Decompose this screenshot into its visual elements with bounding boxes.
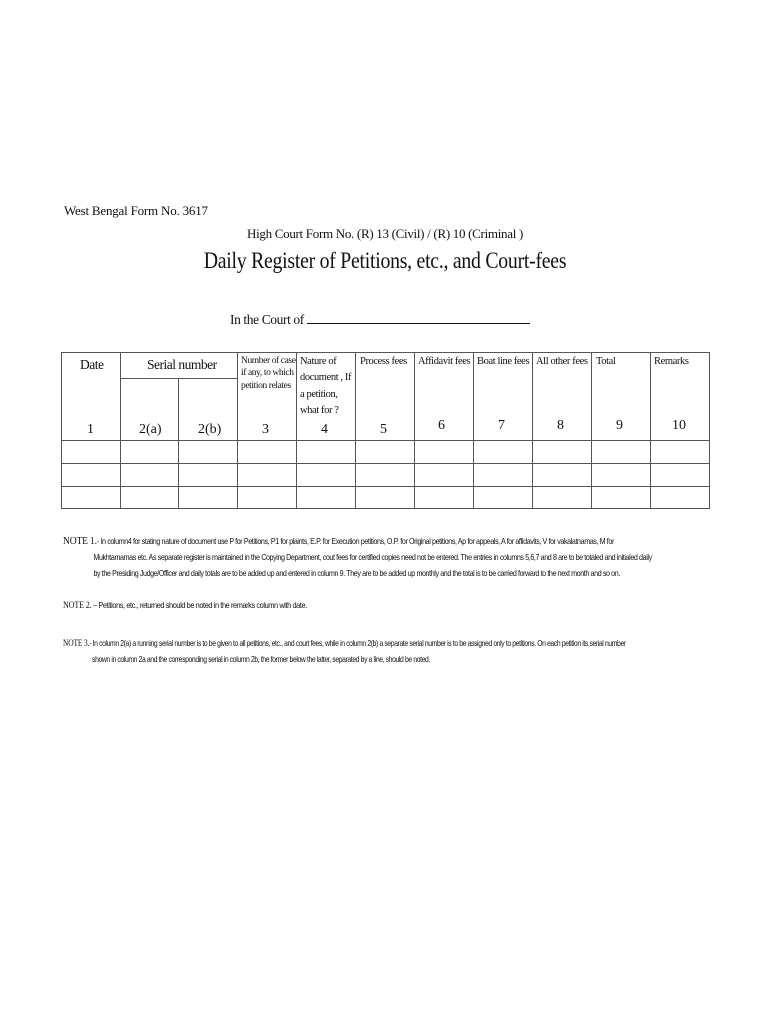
- note-3-line: shown in column 2a and the corresponding serial in column 2b, the former below the latter, separated by a line, should be noted.: [92, 655, 430, 664]
- court-label: In the Court of: [230, 312, 304, 327]
- note-2-text: – Petitions, etc., returned should be noted in the remarks column with date.: [91, 601, 307, 610]
- page-title: Daily Register of Petitions, etc., and Court-fees: [203, 248, 567, 273]
- note-2: [63, 597, 307, 614]
- note-1: [63, 533, 652, 582]
- serial-underline: [120, 378, 237, 379]
- header-nature-line: a petition,: [300, 389, 338, 400]
- court-name-blank: [307, 312, 530, 324]
- column-number: 5: [380, 422, 387, 437]
- header-case-line: if any, to which: [241, 368, 294, 378]
- header-all-other-fees: All other fees: [536, 356, 588, 367]
- header-serial-number: Serial number: [147, 357, 217, 372]
- high-court-form-number: High Court Form No. (R) 13 (Civil) / (R) 10 (Criminal ): [247, 226, 523, 241]
- form-number: West Bengal Form No. 3617: [64, 203, 208, 218]
- column-number: 2(a): [139, 422, 162, 437]
- column-number: 4: [321, 422, 328, 437]
- header-case-line: Number of case: [241, 356, 296, 366]
- note-1-line: by the Presiding Judge/Officer and daily totals are to be added up and entered in column 9. They are to be added up monthly and the total is to be carried forward to the next month and so on.: [93, 569, 620, 578]
- row-line: [61, 463, 710, 464]
- column-number: 2(b): [198, 422, 222, 437]
- header-boat-line-fees: Boat line fees: [477, 356, 530, 367]
- court-line: [230, 312, 530, 328]
- header-total: Total: [596, 356, 616, 367]
- header-nature-line: what for ?: [300, 405, 339, 416]
- register-table: [61, 352, 710, 509]
- note-1-line: Mukhtarnamas etc. As separate register is maintained in the Copying Department, cout fees for certified copies need not be entered. The entries in columns 5,6,7 and 8 are to be totaled and initialed daily: [93, 553, 652, 562]
- column-number: 8: [557, 418, 564, 433]
- note-3-line: - In column 2(a) a running serial number is to be given to all petitions, etc., and court fees, while in column 2(b) a separate serial number is to be assigned only to petitions. On each petition its serial number: [89, 639, 626, 648]
- column-number: 1: [87, 422, 94, 437]
- header-nature-line: Nature of: [300, 356, 337, 367]
- header-remarks: Remarks: [654, 356, 689, 367]
- header-nature-line: document , If: [300, 372, 352, 383]
- row-line: [61, 486, 710, 487]
- header-date: Date: [80, 357, 104, 372]
- header-process-fees: Process fees: [360, 356, 407, 367]
- row-line: [61, 440, 710, 441]
- note-2-lead: NOTE 2.: [63, 600, 92, 610]
- header-case-line: petition relates: [241, 381, 291, 391]
- column-number: 6: [438, 418, 445, 433]
- note-3: [63, 635, 626, 668]
- note-3-lead: NOTE 3.: [63, 638, 90, 648]
- column-number: 3: [262, 422, 269, 437]
- note-1-lead: NOTE 1.: [63, 535, 97, 547]
- column-number: 10: [672, 418, 686, 433]
- column-number: 7: [498, 418, 505, 433]
- column-line: [178, 378, 179, 509]
- column-number: 9: [616, 418, 623, 433]
- note-1-line: - In column4 for stating nature of document use P for Petitions, P1 for plaints, E.P. for Execution petitions, O.P. for Original petitions, Ap for appeals, A for affidavits, V for vakalatnamas, M for: [96, 537, 614, 546]
- header-affidavit-fees: Affidavit fees: [418, 356, 471, 367]
